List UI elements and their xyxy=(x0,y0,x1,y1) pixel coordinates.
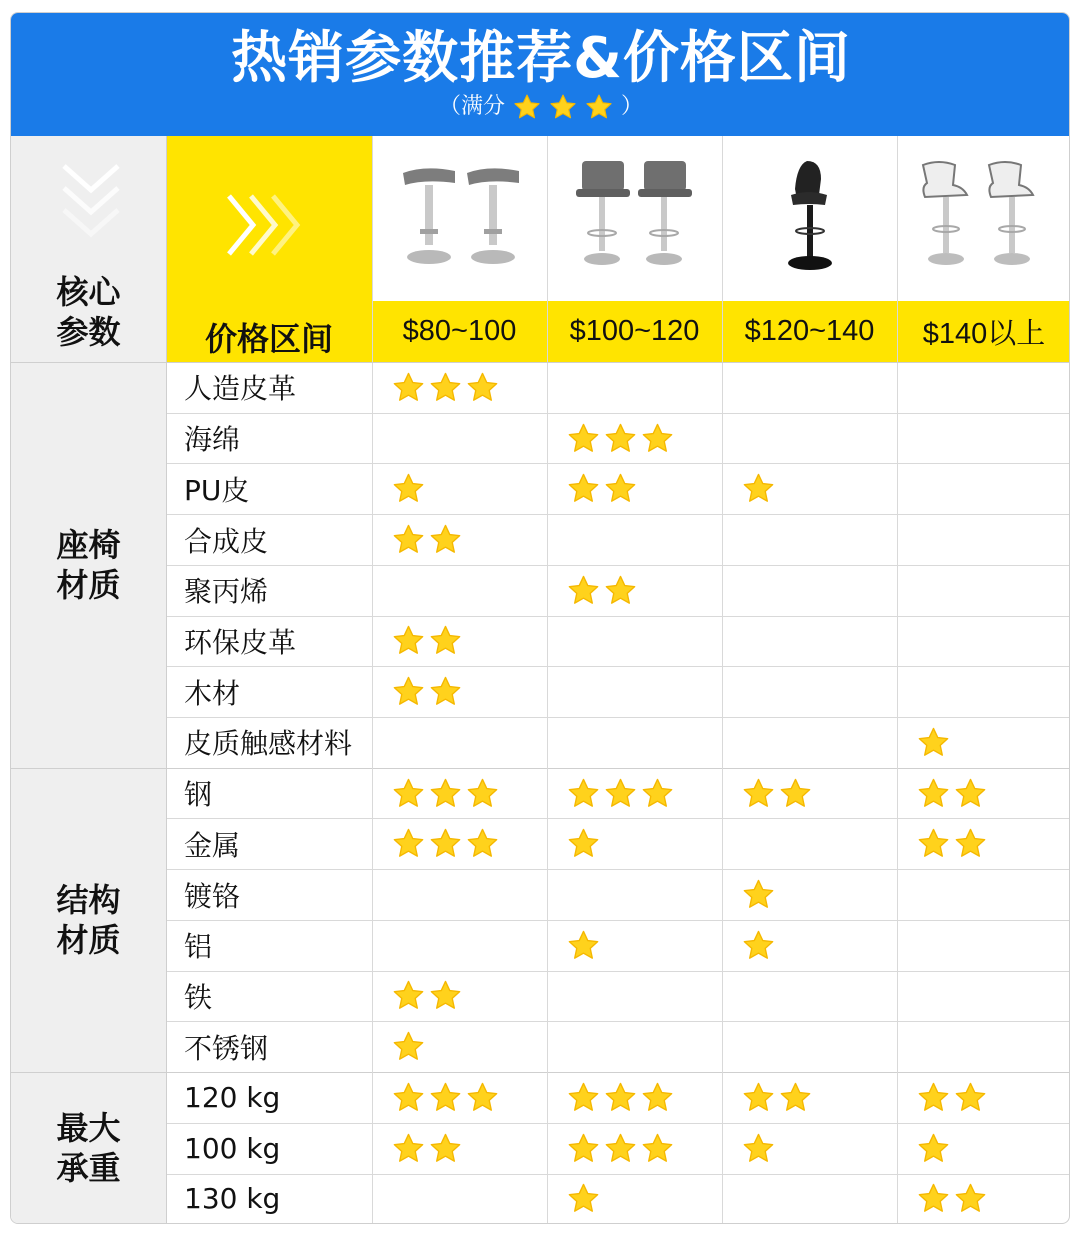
rating-cell xyxy=(897,413,1070,464)
rating-cell xyxy=(547,1021,722,1072)
star-icon xyxy=(429,827,462,860)
price-range-3: $120~140 xyxy=(744,315,875,347)
star-icon xyxy=(742,777,775,810)
rating-cell xyxy=(372,565,547,616)
product-photo-3 xyxy=(722,136,897,301)
chevron-down-icon xyxy=(56,158,126,258)
rating-cell xyxy=(547,463,722,514)
star-icon xyxy=(429,979,462,1012)
rating-cell xyxy=(372,768,547,819)
rating-cell xyxy=(722,463,897,514)
star-icon xyxy=(567,929,600,962)
rating-cell xyxy=(547,1123,722,1174)
star-icon xyxy=(392,371,425,404)
star-icon xyxy=(392,827,425,860)
star-icon xyxy=(567,472,600,505)
star-icon xyxy=(779,777,812,810)
star-icon xyxy=(641,1081,674,1114)
black-stool-icon xyxy=(788,161,832,270)
rating-cell xyxy=(547,717,722,768)
star-icon xyxy=(392,675,425,708)
rating-cell xyxy=(897,463,1070,514)
star-icon xyxy=(604,1081,637,1114)
rating-cell xyxy=(897,666,1070,717)
page-title: 热销参数推荐&价格区间 xyxy=(231,26,851,91)
row-label: 环保皮革 xyxy=(184,625,297,659)
rating-cell xyxy=(722,1123,897,1174)
row-label: 聚丙烯 xyxy=(184,575,269,609)
star-icon xyxy=(604,574,637,607)
rating-cell xyxy=(372,616,547,667)
subtitle xyxy=(11,91,1070,123)
star-icon xyxy=(466,1081,499,1114)
rating-cell xyxy=(897,1021,1070,1072)
rating-cell xyxy=(547,413,722,464)
star-icon xyxy=(392,979,425,1012)
rating-cell xyxy=(547,362,722,413)
price-range-label: 价格区间 xyxy=(204,320,333,358)
column-divider xyxy=(897,136,898,1224)
rating-cell xyxy=(547,869,722,920)
star-icon xyxy=(392,523,425,556)
star-icon xyxy=(954,777,987,810)
rating-cell xyxy=(897,971,1070,1022)
rating-cell xyxy=(897,514,1070,565)
rating-cell xyxy=(722,666,897,717)
header-banner xyxy=(11,13,1070,136)
star-icon xyxy=(917,1081,950,1114)
star-icon xyxy=(742,929,775,962)
star-icon xyxy=(392,624,425,657)
column-divider xyxy=(372,136,373,1224)
star-icon xyxy=(429,1081,462,1114)
armrest-stool-icon xyxy=(576,161,692,265)
star-icon xyxy=(917,1182,950,1215)
section-label: 最大 承重 xyxy=(56,1109,121,1188)
bar-stool-icon xyxy=(403,168,519,264)
star-icon xyxy=(585,93,613,121)
price-range-4: $140以上 xyxy=(922,318,1046,350)
rating-cell xyxy=(547,514,722,565)
section-label: 座椅 材质 xyxy=(56,525,121,604)
star-icon xyxy=(392,777,425,810)
star-icon xyxy=(917,1132,950,1165)
row-label: 人造皮革 xyxy=(184,372,297,406)
rating-cell xyxy=(722,920,897,971)
star-icon xyxy=(392,1030,425,1063)
rating-cell xyxy=(722,1021,897,1072)
row-label: 120 kg xyxy=(184,1080,281,1114)
star-icon xyxy=(954,1182,987,1215)
star-icon xyxy=(641,777,674,810)
star-icon xyxy=(466,777,499,810)
rating-cell xyxy=(372,1021,547,1072)
rating-cell xyxy=(722,1174,897,1224)
star-icon xyxy=(742,878,775,911)
star-icon xyxy=(604,777,637,810)
column-divider xyxy=(166,136,167,1224)
star-icon xyxy=(954,1081,987,1114)
rating-cell xyxy=(547,818,722,869)
star-icon xyxy=(954,827,987,860)
rating-cell xyxy=(372,1174,547,1224)
star-icon xyxy=(742,1081,775,1114)
rating-cell xyxy=(722,565,897,616)
star-icon xyxy=(742,1132,775,1165)
star-icon xyxy=(392,1081,425,1114)
rating-cell xyxy=(897,1174,1070,1224)
rating-cell xyxy=(372,362,547,413)
rating-cell xyxy=(897,818,1070,869)
star-icon xyxy=(429,777,462,810)
star-icon xyxy=(779,1081,812,1114)
star-icon xyxy=(567,827,600,860)
rating-cell xyxy=(897,362,1070,413)
row-label: 铁 xyxy=(184,980,213,1014)
product-photo-4 xyxy=(897,136,1070,301)
row-label: 皮质触感材料 xyxy=(184,727,353,761)
star-icon xyxy=(466,371,499,404)
rating-cell xyxy=(897,869,1070,920)
star-icon xyxy=(429,523,462,556)
star-icon xyxy=(604,1132,637,1165)
rating-cell xyxy=(722,869,897,920)
row-label: 合成皮 xyxy=(184,524,269,558)
star-icon xyxy=(466,827,499,860)
rating-cell xyxy=(722,971,897,1022)
rating-cell xyxy=(547,1174,722,1224)
star-icon xyxy=(604,472,637,505)
star-icon xyxy=(641,422,674,455)
subtitle-prefix: （满分 xyxy=(438,94,505,119)
row-label: 镀铬 xyxy=(184,879,241,913)
rating-cell xyxy=(897,717,1070,768)
subtitle-suffix: ） xyxy=(621,94,644,119)
row-label: 金属 xyxy=(184,828,241,862)
rating-cell xyxy=(897,565,1070,616)
rating-cell xyxy=(372,666,547,717)
row-label: 100 kg xyxy=(184,1131,281,1165)
rating-cell xyxy=(897,1072,1070,1123)
rating-cell xyxy=(372,920,547,971)
star-icon xyxy=(567,422,600,455)
star-icon xyxy=(567,1182,600,1215)
row-label: 钢 xyxy=(184,778,213,812)
star-icon xyxy=(549,93,577,121)
rating-cell xyxy=(372,717,547,768)
rating-cell xyxy=(547,616,722,667)
price-header-cell xyxy=(166,136,372,362)
rating-cell xyxy=(722,413,897,464)
row-label: 木材 xyxy=(184,676,241,710)
price-range-2: $100~120 xyxy=(569,315,700,347)
star-icon xyxy=(429,624,462,657)
column-divider xyxy=(722,136,723,1224)
rating-cell xyxy=(897,920,1070,971)
rating-cell xyxy=(372,514,547,565)
core-param-label: 核心 参数 xyxy=(56,273,121,351)
column-divider xyxy=(547,136,548,1224)
comparison-card xyxy=(10,12,1070,1224)
rating-cell xyxy=(722,1072,897,1123)
star-icon xyxy=(742,472,775,505)
star-icon xyxy=(917,726,950,759)
rating-cell xyxy=(722,514,897,565)
rating-cell xyxy=(372,869,547,920)
star-icon xyxy=(513,93,541,121)
rating-cell xyxy=(372,463,547,514)
star-icon xyxy=(429,371,462,404)
row-label: PU皮 xyxy=(184,473,250,507)
star-icon xyxy=(392,1132,425,1165)
row-label: 130 kg xyxy=(184,1182,281,1216)
star-icon xyxy=(917,827,950,860)
rating-cell xyxy=(547,565,722,616)
rating-cell xyxy=(722,616,897,667)
rating-cell xyxy=(897,768,1070,819)
rating-cell xyxy=(547,1072,722,1123)
price-range-1: $80~100 xyxy=(402,315,517,347)
product-photo-2 xyxy=(547,136,722,301)
rating-cell xyxy=(372,971,547,1022)
rating-cell xyxy=(897,1123,1070,1174)
row-label: 不锈钢 xyxy=(184,1031,269,1065)
star-icon xyxy=(641,1132,674,1165)
header-bottom-divider xyxy=(11,362,1070,363)
rating-cell xyxy=(547,768,722,819)
star-icon xyxy=(917,777,950,810)
section-label: 结构 材质 xyxy=(56,880,121,959)
core-param-header-cell xyxy=(11,136,166,362)
rating-cell xyxy=(722,768,897,819)
rating-cell xyxy=(372,818,547,869)
row-label: 铝 xyxy=(184,930,213,964)
star-icon xyxy=(604,422,637,455)
star-icon xyxy=(429,1132,462,1165)
product-photo-1 xyxy=(372,136,547,301)
rating-cell xyxy=(372,1072,547,1123)
rating-cell xyxy=(372,413,547,464)
rating-cell xyxy=(722,717,897,768)
row-label: 海绵 xyxy=(184,423,241,457)
star-icon xyxy=(567,574,600,607)
star-icon xyxy=(567,1132,600,1165)
rating-cell xyxy=(547,971,722,1022)
rating-cell xyxy=(722,818,897,869)
star-icon xyxy=(429,675,462,708)
rating-cell xyxy=(722,362,897,413)
rating-cell xyxy=(547,920,722,971)
star-icon xyxy=(567,1081,600,1114)
chevron-right-icon xyxy=(221,190,321,260)
full-score-stars xyxy=(509,91,617,123)
rating-cell xyxy=(897,616,1070,667)
rating-cell xyxy=(372,1123,547,1174)
star-icon xyxy=(567,777,600,810)
rating-cell xyxy=(547,666,722,717)
white-stool-icon xyxy=(923,162,1033,265)
star-icon xyxy=(392,472,425,505)
